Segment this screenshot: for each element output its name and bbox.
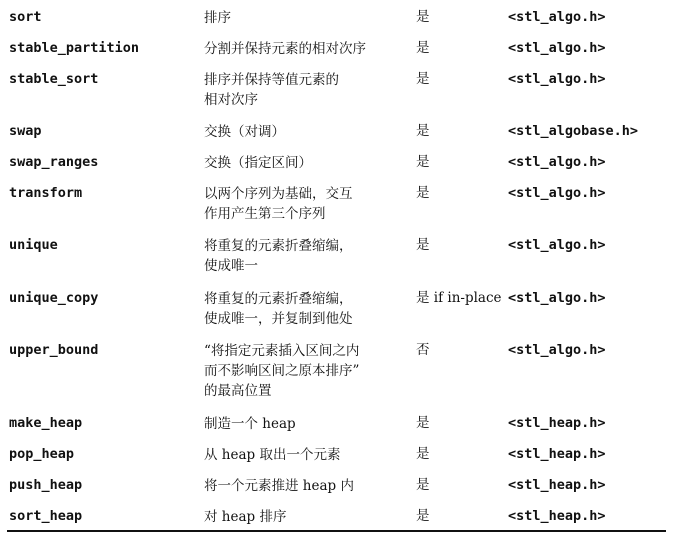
algorithm-description: “将指定元素插入区间之内 而不影响区间之原本排序” 的最高位置 <box>204 343 360 399</box>
algorithm-name: stable_sort <box>9 71 99 87</box>
mutating-flag: 是 if in-place <box>416 290 502 306</box>
header-file: <stl_algo.h> <box>508 290 606 306</box>
mutating-flag: 是 <box>416 9 430 25</box>
algorithm-description: 排序 <box>204 10 231 26</box>
algorithm-description: 以两个序列为基础，交互 作用产生第三个序列 <box>204 186 353 222</box>
algorithm-name: pop_heap <box>9 446 75 462</box>
header-file: <stl_heap.h> <box>508 446 606 462</box>
algorithm-name: sort_heap <box>9 508 83 524</box>
header-file: <stl_algo.h> <box>508 237 606 253</box>
header-file: <stl_algo.h> <box>508 342 606 358</box>
algorithm-name: upper_bound <box>9 342 99 358</box>
algorithm-description: 从 heap 取出一个元素 <box>204 447 341 463</box>
mutating-flag: 是 <box>416 154 430 170</box>
algorithm-description: 交换（指定区间） <box>204 155 312 171</box>
mutating-flag: 是 <box>416 477 430 493</box>
mutating-flag: 是 <box>416 508 430 524</box>
header-file: <stl_algo.h> <box>508 9 606 25</box>
mutating-flag: 否 <box>416 342 430 358</box>
algorithm-description: 排序并保持等值元素的 相对次序 <box>204 72 339 108</box>
algorithm-description: 将重复的元素折叠缩编， 使成唯一 <box>204 238 353 274</box>
mutating-flag: 是 <box>416 40 430 56</box>
header-file: <stl_heap.h> <box>508 477 606 493</box>
algorithm-description: 制造一个 heap <box>204 416 296 432</box>
header-file: <stl_algo.h> <box>508 154 606 170</box>
algorithm-name: make_heap <box>9 415 83 431</box>
mutating-flag: 是 <box>416 415 430 431</box>
algorithm-name: swap <box>9 123 42 139</box>
algorithm-name: stable_partition <box>9 40 140 56</box>
algorithm-description: 交换（对调） <box>204 124 285 140</box>
algorithm-description: 将重复的元素折叠缩编， 使成唯一，并复制到他处 <box>204 291 353 327</box>
algorithm-name: sort <box>9 9 42 25</box>
header-file: <stl_algo.h> <box>508 71 606 87</box>
algorithm-name: unique <box>9 237 58 253</box>
mutating-flag: 是 <box>416 71 430 87</box>
header-file: <stl_heap.h> <box>508 508 606 524</box>
mutating-flag: 是 <box>416 123 430 139</box>
algorithm-name: push_heap <box>9 477 83 493</box>
algorithm-name: transform <box>9 185 83 201</box>
mutating-flag: 是 <box>416 185 430 201</box>
header-file: <stl_heap.h> <box>508 415 606 431</box>
mutating-flag: 是 <box>416 237 430 253</box>
header-file: <stl_algo.h> <box>508 185 606 201</box>
table-bottom-rule <box>7 530 666 532</box>
header-file: <stl_algobase.h> <box>508 123 639 139</box>
algorithm-description: 分割并保持元素的相对次序 <box>204 41 366 57</box>
algorithm-name: swap_ranges <box>9 154 99 170</box>
mutating-flag: 是 <box>416 446 430 462</box>
algorithm-description: 对 heap 排序 <box>204 509 287 525</box>
algorithm-description: 将一个元素推进 heap 内 <box>204 478 354 494</box>
header-file: <stl_algo.h> <box>508 40 606 56</box>
algorithm-name: unique_copy <box>9 290 99 306</box>
